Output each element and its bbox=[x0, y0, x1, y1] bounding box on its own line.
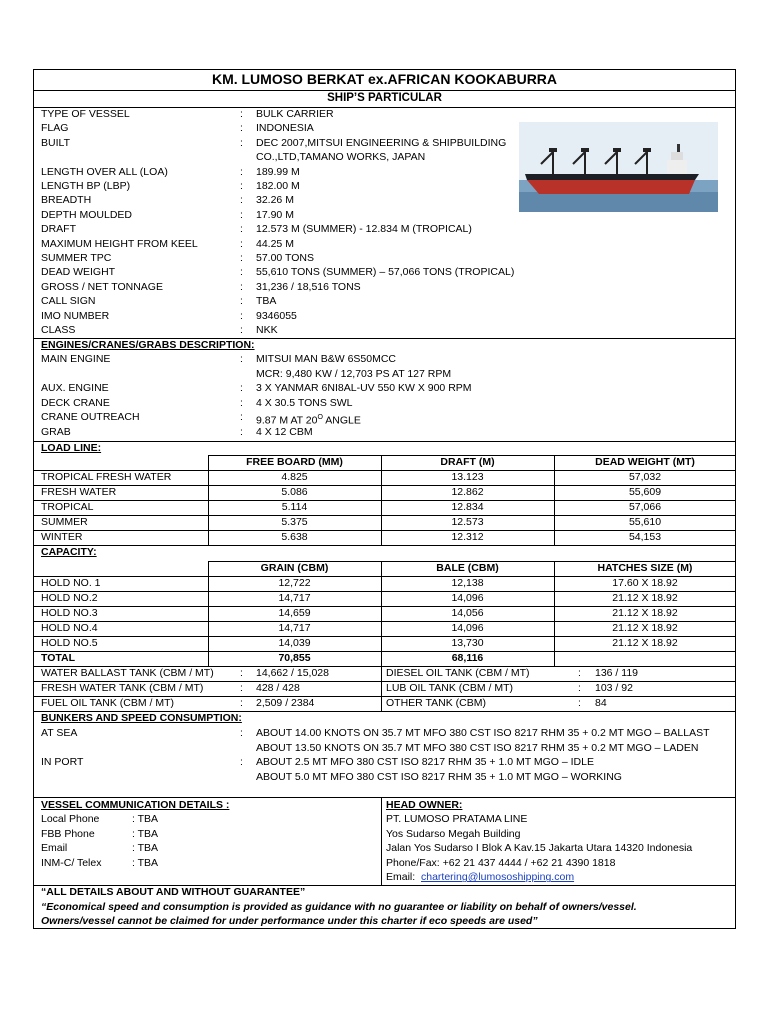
engine-colon: : bbox=[240, 411, 243, 424]
rule-line bbox=[33, 441, 736, 442]
particular-colon: : bbox=[240, 266, 243, 279]
engine-value: 3 X YANMAR 6NI8AL-UV 550 KW X 900 RPM bbox=[256, 382, 472, 395]
engine-label: AUX. ENGINE bbox=[41, 382, 109, 395]
particular-label: DRAFT bbox=[41, 223, 76, 236]
particular-colon: : bbox=[240, 295, 243, 308]
load-line-cell: 12.573 bbox=[451, 516, 484, 528]
tank-right-label: DIESEL OIL TANK (CBM / MT) bbox=[386, 667, 530, 679]
load-line-cell: 5.638 bbox=[281, 531, 308, 543]
engine-colon: : bbox=[240, 353, 243, 365]
angle-suffix: ANGLE bbox=[322, 414, 361, 427]
owner-line: Phone/Fax: +62 21 437 4444 / +62 21 4390 1818 bbox=[386, 856, 616, 869]
tank-left-colon: : bbox=[240, 667, 243, 679]
tank-right-colon: : bbox=[578, 667, 581, 679]
particular-colon: : bbox=[240, 208, 243, 221]
capacity-cell: 12,722 bbox=[278, 577, 311, 589]
capacity-cell: 21.12 X 18.92 bbox=[612, 637, 678, 649]
rule-line bbox=[33, 797, 736, 798]
capacity-column-header: GRAIN (CBM) bbox=[260, 562, 329, 574]
engine-value: MITSUI MAN B&W 6S50MCC bbox=[256, 353, 397, 365]
communication-value: : TBA bbox=[132, 842, 159, 855]
particular-value: NKK bbox=[256, 324, 278, 336]
page-title: KM. LUMOSO BERKAT ex.AFRICAN KOOKABURRA bbox=[211, 71, 558, 87]
bunker-value: ABOUT 13.50 KNOTS ON 35.7 MT MFO 380 CST ISO 8217 RHM 35 + 0.2 MT MGO – LADEN bbox=[256, 741, 699, 754]
tank-right-colon: : bbox=[578, 697, 581, 709]
footer-guarantee: “ALL DETAILS ABOUT AND WITHOUT GUARANTEE” bbox=[41, 886, 306, 898]
capacity-cell: 14,717 bbox=[278, 622, 311, 634]
tank-right-value: 103 / 92 bbox=[595, 682, 633, 694]
section-heading-bunkers: BUNKERS AND SPEED CONSUMPTION: bbox=[41, 712, 242, 724]
capacity-cell: 12,138 bbox=[451, 577, 484, 589]
load-line-column-header: DRAFT (M) bbox=[440, 456, 495, 468]
column-line bbox=[381, 797, 382, 885]
load-line-cell: 54,153 bbox=[628, 531, 662, 543]
column-line bbox=[381, 455, 382, 545]
engine-label: CRANE OUTREACH bbox=[41, 411, 140, 424]
tank-left-colon: : bbox=[240, 682, 243, 694]
particular-label: BUILT bbox=[41, 136, 70, 149]
engine-colon: : bbox=[240, 382, 243, 395]
capacity-total-grain: 70,855 bbox=[278, 652, 311, 664]
particular-value: TBA bbox=[256, 295, 277, 308]
tank-left-value: 2,509 / 2384 bbox=[256, 697, 315, 709]
particular-colon: : bbox=[240, 122, 243, 135]
load-line-cell: 12.862 bbox=[451, 486, 484, 498]
column-line bbox=[381, 561, 382, 666]
tank-right-label: OTHER TANK (CBM) bbox=[386, 697, 486, 709]
load-line-cell: 57,066 bbox=[628, 501, 662, 513]
capacity-row-label: HOLD NO. 1 bbox=[41, 577, 101, 589]
bunker-label: IN PORT bbox=[41, 756, 84, 769]
particular-value: CO.,LTD,TAMANO WORKS, JAPAN bbox=[256, 151, 426, 164]
load-line-cell: 13.123 bbox=[451, 471, 484, 483]
capacity-cell: 14,096 bbox=[451, 622, 484, 634]
tank-right-colon: : bbox=[578, 682, 581, 694]
capacity-cell: 21.12 X 18.92 bbox=[612, 592, 678, 604]
owner-email-label: Email: bbox=[386, 871, 419, 884]
load-line-cell: 57,032 bbox=[628, 471, 662, 483]
particular-colon: : bbox=[240, 309, 243, 322]
particular-colon: : bbox=[240, 324, 243, 336]
particular-label: MAXIMUM HEIGHT FROM KEEL bbox=[41, 237, 198, 250]
particular-value: 44.25 M bbox=[256, 237, 294, 250]
section-heading-load-line: LOAD LINE: bbox=[41, 442, 102, 454]
particular-label: DEPTH MOULDED bbox=[41, 208, 133, 221]
particular-value: 31,236 / 18,516 TONS bbox=[256, 280, 361, 293]
owner-line: PT. LUMOSO PRATAMA LINE bbox=[386, 813, 528, 825]
column-line bbox=[381, 666, 382, 711]
communication-label: FBB Phone bbox=[41, 827, 95, 840]
tank-right-value: 136 / 119 bbox=[595, 667, 639, 679]
section-heading-head-owner: HEAD OWNER: bbox=[386, 799, 463, 811]
particular-value: 182.00 M bbox=[256, 180, 300, 192]
particular-label: LENGTH OVER ALL (LOA) bbox=[41, 165, 168, 178]
load-line-column-header: FREE BOARD (MM) bbox=[246, 456, 343, 468]
particular-value: BULK CARRIER bbox=[256, 108, 334, 120]
communication-value: : TBA bbox=[132, 813, 159, 825]
communication-label: INM-C/ Telex bbox=[41, 856, 102, 869]
load-line-cell: 55,609 bbox=[628, 486, 662, 498]
capacity-row-label: HOLD NO.4 bbox=[41, 622, 98, 634]
capacity-total-bale: 68,116 bbox=[451, 652, 484, 664]
particular-value: 32.26 M bbox=[256, 194, 294, 207]
footer-note-2: Owners/vessel cannot be claimed for under performance under this charter if eco speeds are used” bbox=[41, 915, 538, 927]
load-line-cell: 5.114 bbox=[281, 501, 308, 513]
tank-left-colon: : bbox=[240, 697, 243, 709]
engine-label: GRAB bbox=[41, 426, 71, 438]
bunker-value: ABOUT 2.5 MT MFO 380 CST ISO 8217 RHM 35 + 1.0 MT MGO – IDLE bbox=[256, 756, 594, 769]
particular-label: LENGTH BP (LBP) bbox=[41, 180, 131, 192]
load-line-cell: 12.834 bbox=[451, 501, 484, 513]
owner-line: Yos Sudarso Megah Building bbox=[386, 827, 521, 840]
load-line-cell: 5.375 bbox=[281, 516, 308, 528]
particular-colon: : bbox=[240, 136, 243, 149]
bunker-value: ABOUT 5.0 MT MFO 380 CST ISO 8217 RHM 35 + 1.0 MT MGO – WORKING bbox=[256, 770, 622, 783]
engine-colon: : bbox=[240, 426, 243, 438]
particular-colon: : bbox=[240, 165, 243, 178]
load-line-row-label: SUMMER bbox=[41, 516, 88, 528]
degree-superscript: O bbox=[317, 414, 323, 422]
capacity-cell: 17.60 X 18.92 bbox=[612, 577, 678, 589]
rule-line bbox=[33, 107, 736, 108]
load-line-cell: 5.086 bbox=[281, 486, 308, 498]
particular-colon: : bbox=[240, 280, 243, 293]
load-line-row-label: WINTER bbox=[41, 531, 83, 543]
engine-colon: : bbox=[240, 396, 243, 409]
capacity-cell: 14,056 bbox=[451, 607, 484, 619]
capacity-row-label: HOLD NO.5 bbox=[41, 637, 98, 649]
capacity-column-header: BALE (CBM) bbox=[436, 562, 499, 574]
column-line bbox=[554, 455, 555, 545]
particular-value: INDONESIA bbox=[256, 122, 314, 135]
load-line-cell: 4.825 bbox=[281, 471, 308, 483]
communication-value: : TBA bbox=[132, 856, 159, 869]
engine-value: 4 X 12 CBM bbox=[256, 426, 313, 438]
capacity-total-label: TOTAL bbox=[41, 652, 76, 664]
particular-value: 55,610 TONS (SUMMER) – 57,066 TONS (TROPICAL) bbox=[256, 266, 515, 279]
particular-colon: : bbox=[240, 108, 243, 120]
owner-email-link[interactable]: chartering@lumososhipping.com bbox=[421, 871, 575, 884]
particular-label: GROSS / NET TONNAGE bbox=[41, 280, 163, 293]
rule-line bbox=[33, 90, 736, 91]
particular-value: 189.99 M bbox=[256, 165, 300, 178]
tank-right-label: LUB OIL TANK (CBM / MT) bbox=[386, 682, 513, 694]
section-heading-engines: ENGINES/CRANES/GRABS DESCRIPTION: bbox=[41, 339, 255, 351]
particular-value: 17.90 M bbox=[256, 208, 294, 221]
particular-label: CALL SIGN bbox=[41, 295, 96, 308]
load-line-row-label: FRESH WATER bbox=[41, 486, 117, 498]
particular-value: 57.00 TONS bbox=[256, 252, 314, 264]
particular-colon: : bbox=[240, 237, 243, 250]
particular-colon: : bbox=[240, 180, 243, 192]
particular-label: FLAG bbox=[41, 122, 69, 135]
particular-label: SUMMER TPC bbox=[41, 252, 112, 264]
particular-label: DEAD WEIGHT bbox=[41, 266, 116, 279]
particular-label: TYPE OF VESSEL bbox=[41, 108, 130, 120]
ship-illustration bbox=[519, 122, 718, 212]
capacity-cell: 21.12 X 18.92 bbox=[612, 607, 678, 619]
tank-left-label: WATER BALLAST TANK (CBM / MT) bbox=[41, 667, 214, 679]
column-line bbox=[208, 561, 209, 666]
load-line-row-label: TROPICAL FRESH WATER bbox=[41, 471, 172, 483]
bunker-colon: : bbox=[240, 756, 243, 769]
particular-label: CLASS bbox=[41, 324, 76, 336]
page-subtitle: SHIP’S PARTICULAR bbox=[327, 92, 442, 104]
load-line-cell: 12.312 bbox=[451, 531, 484, 543]
particular-label: IMO NUMBER bbox=[41, 309, 110, 322]
capacity-cell: 14,096 bbox=[451, 592, 484, 604]
tank-left-label: FUEL OIL TANK (CBM / MT) bbox=[41, 697, 175, 709]
particular-colon: : bbox=[240, 223, 243, 236]
communication-value: : TBA bbox=[132, 827, 159, 840]
load-line-row-label: TROPICAL bbox=[41, 501, 94, 513]
engine-value: 4 X 30.5 TONS SWL bbox=[256, 396, 353, 409]
capacity-cell: 14,659 bbox=[278, 607, 311, 619]
section-heading-capacity: CAPACITY: bbox=[41, 546, 97, 558]
engine-value: MCR: 9,480 KW / 12,703 PS AT 127 RPM bbox=[256, 367, 452, 380]
owner-line: Jalan Yos Sudarso I Blok A Kav.15 Jakarta Utara 14320 Indonesia bbox=[386, 842, 693, 855]
tank-left-value: 428 / 428 bbox=[256, 682, 300, 694]
capacity-cell: 21.12 X 18.92 bbox=[612, 622, 678, 634]
column-line bbox=[554, 561, 555, 666]
tank-left-value: 14,662 / 15,028 bbox=[256, 667, 329, 679]
communication-label: Local Phone bbox=[41, 813, 100, 825]
particular-value: 12.573 M (SUMMER) - 12.834 M (TROPICAL) bbox=[256, 223, 472, 236]
engine-label: MAIN ENGINE bbox=[41, 353, 111, 365]
particular-value: 9346055 bbox=[256, 309, 297, 322]
bunker-colon: : bbox=[240, 727, 243, 739]
tank-right-value: 84 bbox=[595, 697, 607, 709]
bunker-label: AT SEA bbox=[41, 727, 78, 739]
particular-colon: : bbox=[240, 252, 243, 264]
capacity-column-header: HATCHES SIZE (M) bbox=[597, 562, 693, 574]
particular-value: DEC 2007,MITSUI ENGINEERING & SHIPBUILDING bbox=[256, 136, 507, 149]
capacity-cell: 13,730 bbox=[451, 637, 484, 649]
communication-label: Email bbox=[41, 842, 68, 855]
engine-value: 9.87 M AT $20^O$ ANGLE bbox=[256, 414, 361, 427]
ship-photo bbox=[519, 122, 718, 212]
capacity-cell: 14,717 bbox=[278, 592, 311, 604]
column-line bbox=[208, 455, 209, 545]
capacity-row-label: HOLD NO.2 bbox=[41, 592, 98, 604]
footer-note-1: “Economical speed and consumption is provided as guidance with no guarantee or liability on behalf of owners/vessel. bbox=[41, 901, 637, 913]
engine-label: DECK CRANE bbox=[41, 396, 110, 409]
particular-colon: : bbox=[240, 194, 243, 207]
particular-label: BREADTH bbox=[41, 194, 92, 207]
rule-line bbox=[33, 545, 736, 546]
capacity-row-label: HOLD NO.3 bbox=[41, 607, 98, 619]
section-heading-communication: VESSEL COMMUNICATION DETAILS : bbox=[41, 799, 230, 811]
load-line-column-header: DEAD WEIGHT (MT) bbox=[595, 456, 695, 468]
load-line-cell: 55,610 bbox=[628, 516, 662, 528]
capacity-cell: 14,039 bbox=[278, 637, 311, 649]
bunker-value: ABOUT 14.00 KNOTS ON 35.7 MT MFO 380 CST ISO 8217 RHM 35 + 0.2 MT MGO – BALLAST bbox=[256, 727, 710, 739]
tank-left-label: FRESH WATER TANK (CBM / MT) bbox=[41, 682, 204, 694]
